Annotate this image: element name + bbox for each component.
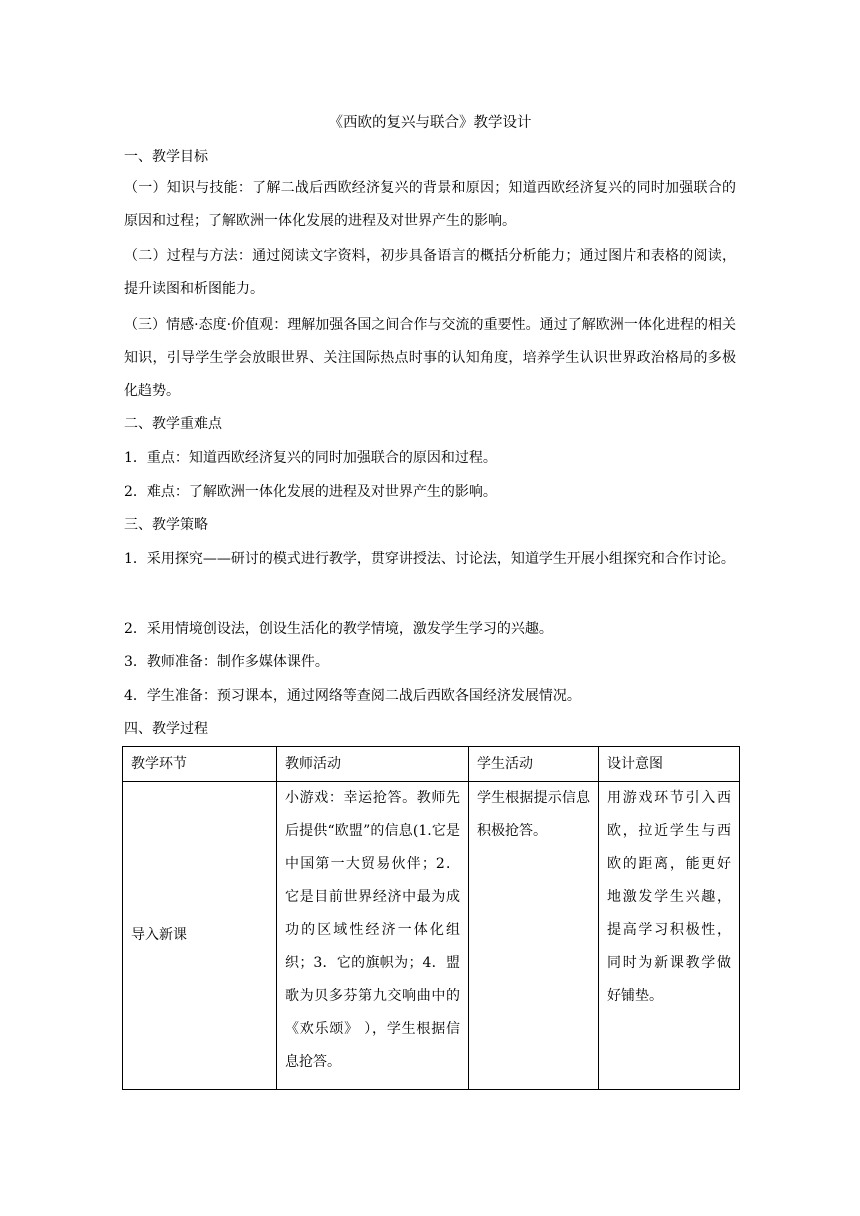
header-teacher-activity: 教师活动: [277, 747, 469, 782]
strategy-item-1: 1．采用探究——研讨的模式进行教学，贯穿讲授法、讨论法，知道学生开展小组探究和合作讨论。: [124, 551, 735, 567]
header-student-activity: 学生活动: [469, 747, 599, 782]
section-heading-objectives: 一、教学目标: [124, 149, 208, 165]
table-header-row: [123, 747, 740, 782]
row-student-activity: 学生根据提示信息积极抢答。: [469, 782, 599, 1090]
objective-knowledge: （一）知识与技能：了解二战后西欧经济复兴的背景和原因；知道西欧经济复兴的同时加强联合的原因和过程；了解欧洲一体化发展的进程及对世界产生的影响。: [124, 180, 736, 229]
key-point: 1．重点：知道西欧经济复兴的同时加强联合的原因和过程。: [124, 450, 497, 466]
strategy-item-3: 3．教师准备：制作多媒体课件。: [124, 654, 329, 670]
objective-process: （二）过程与方法：通过阅读文字资料，初步具备语言的概括分析能力；通过图片和表格的阅读，提升读图和析图能力。: [124, 248, 736, 297]
document-title: 《西欧的复兴与联合》教学设计: [328, 115, 532, 131]
strategy-item-2: 2．采用情境创设法，创设生活化的教学情境，激发学生学习的兴趣。: [124, 621, 553, 637]
row-design-intent: 用游戏环节引入西欧，拉近学生与西欧的距离，能更好地激发学生兴趣，提高学习积极性，同时为新课教学做好铺垫。: [599, 782, 740, 1090]
strategy-item-4: 4．学生准备：预习课本，通过网络等查阅二战后西欧各国经济发展情况。: [124, 688, 581, 704]
row-teacher-activity: 小游戏：幸运抢答。教师先后提供“欧盟”的信息(1.它是中国第一大贸易伙伴；2．它是目前世界经济中最为成功的区域性经济一体化组织；3．它的旗帜为；4．盟歌为贝多芬第九交响曲中的《欢乐颂》 ），学生根据信息抢答。: [277, 782, 469, 1090]
row-stage: 导入新课: [123, 782, 277, 1090]
header-design-intent: 设计意图: [599, 747, 740, 782]
section-heading-strategy: 三、教学策略: [124, 517, 208, 533]
section-heading-process: 四、教学过程: [124, 721, 208, 737]
objective-attitude: （三）情感·态度·价值观：理解加强各国之间合作与交流的重要性。通过了解欧洲一体化进程的相关知识，引导学生学会放眼世界、关注国际热点时事的认知角度，培养学生认识世界政治格局的多极化趋势。: [124, 317, 736, 399]
table-row: [123, 782, 740, 1090]
section-heading-key-points: 二、教学重难点: [124, 416, 222, 432]
difficult-point: 2．难点：了解欧洲一体化发展的进程及对世界产生的影响。: [124, 484, 497, 500]
teaching-process-table: [122, 746, 740, 1090]
header-stage: 教学环节: [123, 747, 277, 782]
